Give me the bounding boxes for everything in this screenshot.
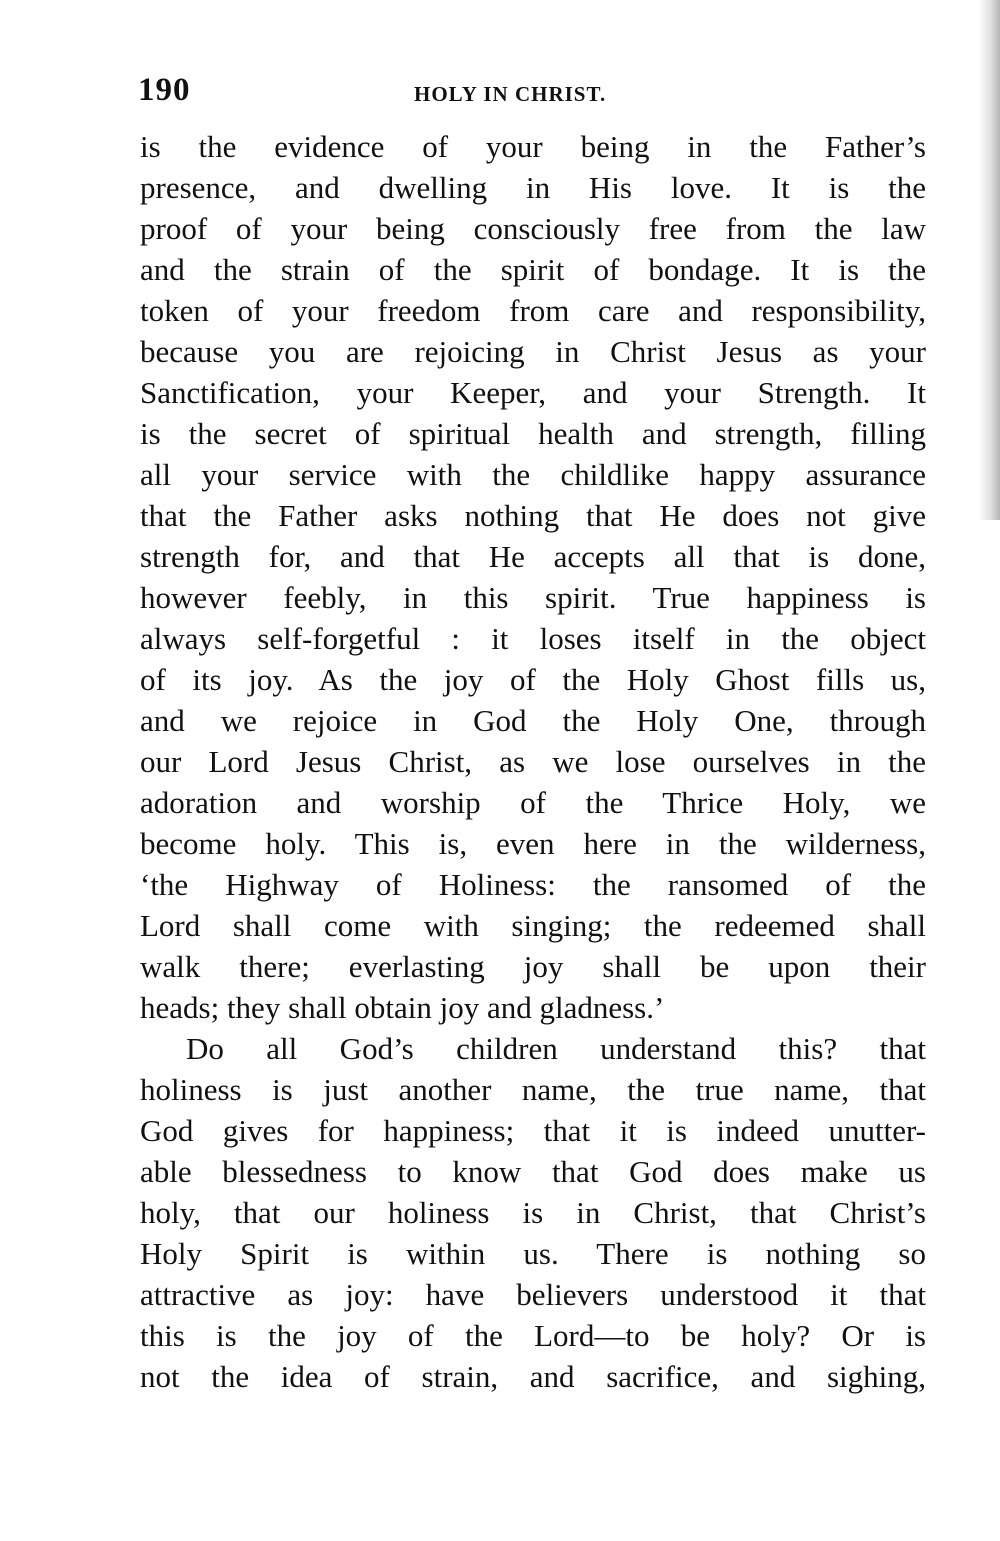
text-line: holy, that our holiness is in Christ, that Christ’s (140, 1195, 926, 1230)
text-line: become holy. This is, even here in the wilderness, (140, 826, 926, 861)
page-number: 190 (138, 72, 191, 108)
text-line: God gives for happiness; that it is indeed unutter- (140, 1113, 926, 1148)
text-line: Lord shall come with singing; the redeemed shall (140, 908, 926, 943)
paragraph-1 (140, 126, 926, 1028)
body-text (140, 126, 926, 1397)
text-line: all your service with the childlike happy assurance (140, 457, 926, 492)
text-line: always self-forgetful : it loses itself in the object (140, 621, 926, 656)
text-line: ‘the Highway of Holiness: the ransomed of the (140, 867, 926, 902)
text-line: attractive as joy: have believers understood it that (140, 1277, 926, 1312)
text-line: Holy Spirit is within us. There is nothing so (140, 1236, 926, 1271)
text-line: Do all God’s children understand this? that (186, 1031, 926, 1066)
text-line: heads; they shall obtain joy and gladness.’ (140, 990, 665, 1025)
text-line: not the idea of strain, and sacrifice, and sighing, (140, 1359, 926, 1394)
text-line: presence, and dwelling in His love. It is the (140, 170, 926, 205)
running-title: HOLY IN CHRIST. (414, 82, 607, 106)
text-line: holiness is just another name, the true name, that (140, 1072, 926, 1107)
text-line: of its joy. As the joy of the Holy Ghost fills us, (140, 662, 926, 697)
text-line: however feebly, in this spirit. True happiness is (140, 580, 926, 615)
text-line: that the Father asks nothing that He does not give (140, 498, 926, 533)
text-line: our Lord Jesus Christ, as we lose ourselves in the (140, 744, 926, 779)
text-line: Sanctification, your Keeper, and your Strength. It (140, 375, 926, 410)
text-line: strength for, and that He accepts all that is done, (140, 539, 926, 574)
text-line: this is the joy of the Lord—to be holy? Or is (140, 1318, 926, 1353)
text-line: adoration and worship of the Thrice Holy, we (140, 785, 926, 820)
text-line: able blessedness to know that God does make us (140, 1154, 926, 1189)
text-line: walk there; everlasting joy shall be upon their (140, 949, 926, 984)
text-line: proof of your being consciously free from the law (140, 211, 926, 246)
text-line: because you are rejoicing in Christ Jesus as your (140, 334, 926, 369)
text-line: and we rejoice in God the Holy One, through (140, 703, 926, 738)
text-line: is the evidence of your being in the Father’s (140, 129, 926, 164)
text-line: is the secret of spiritual health and strength, filling (140, 416, 926, 451)
page-header (138, 72, 638, 112)
paragraph-2 (140, 1028, 926, 1397)
text-line: and the strain of the spirit of bondage. It is the (140, 252, 926, 287)
text-line: token of your freedom from care and responsibility, (140, 293, 926, 328)
page-edge-shadow (978, 0, 1000, 520)
